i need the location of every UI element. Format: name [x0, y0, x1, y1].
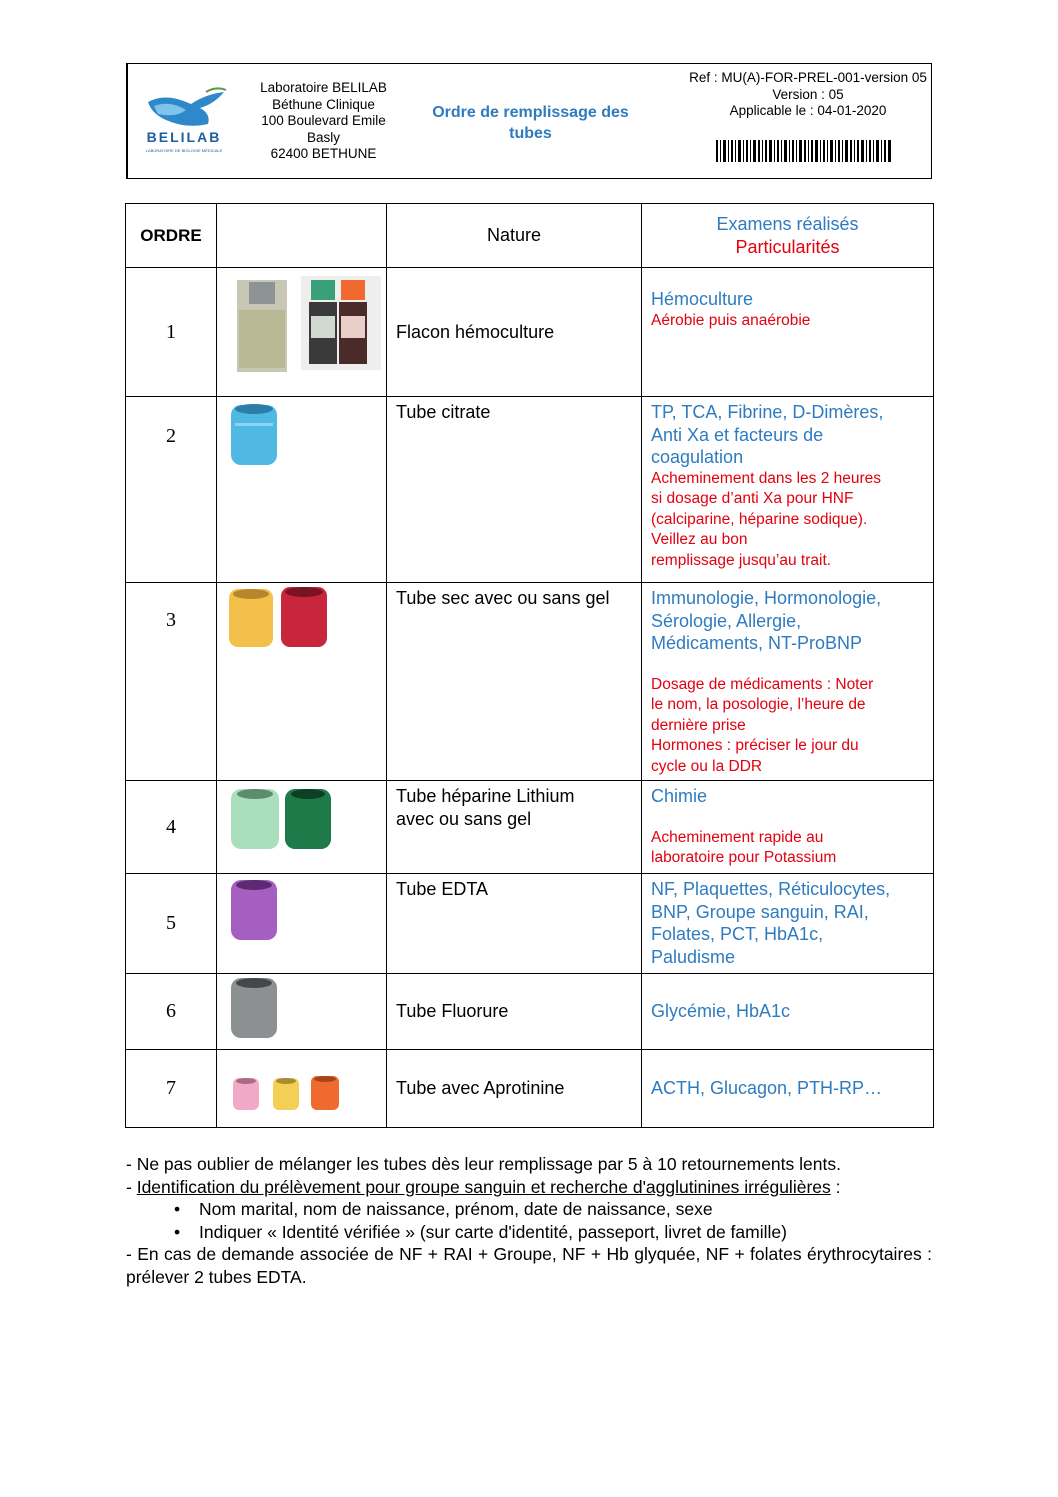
table-row — [126, 874, 934, 974]
table-row — [126, 1050, 934, 1128]
exam-cell — [642, 583, 934, 781]
nature-text: Tube héparine Lithium — [396, 786, 575, 806]
particularite-text: laboratoire pour Potassium — [651, 849, 837, 866]
note-mix: - Ne pas oublier de mélanger les tubes dès leur remplissage par 5 à 10 retournements lents. — [126, 1154, 841, 1174]
tube-image-cell — [217, 1050, 387, 1128]
dry-tube-caps-icon — [217, 583, 387, 781]
bullet-icon: • — [174, 1221, 181, 1242]
edta-tube-cap-icon — [217, 874, 387, 974]
bullet-item — [126, 1198, 932, 1221]
nature-cell: Tube sec avec ou sans gel — [387, 583, 642, 781]
particularite-text: Acheminement rapide au — [651, 828, 824, 846]
applicable-date: Applicable le : 04-01-2020 — [729, 103, 887, 118]
barcode-icon — [716, 140, 891, 162]
table-row — [126, 583, 934, 781]
nature-text: avec ou sans gel — [396, 809, 532, 829]
blood-culture-bottles-icon — [217, 268, 387, 397]
lab-city: 62400 BETHUNE — [270, 146, 377, 161]
version-label: Version : 05 — [772, 86, 844, 102]
row-number: 4 — [126, 781, 217, 874]
tube-image-cell — [217, 397, 387, 583]
table-row — [126, 268, 934, 397]
header-examens — [642, 204, 934, 268]
exam-text: Chimie — [651, 786, 708, 806]
header-image — [217, 204, 387, 268]
nature-cell: Tube citrate — [387, 397, 642, 583]
particularite-text: Aérobie puis anaérobie — [651, 311, 811, 329]
exam-text: Anti Xa et facteurs de — [651, 424, 824, 445]
particularite-text: si dosage d’anti Xa pour HNF — [651, 490, 854, 507]
spacer — [651, 808, 927, 828]
particularite-text: Veillez au bon — [651, 531, 748, 548]
exam-text: Hémoculture — [651, 289, 754, 309]
nature-cell: Flacon hémoculture — [387, 268, 642, 397]
lab-address — [236, 80, 411, 163]
row-number: 1 — [126, 268, 217, 397]
lab-site: Béthune Clinique — [272, 96, 375, 112]
particularite-text: Dosage de médicaments : Noter — [651, 675, 874, 693]
bullet-icon: • — [174, 1199, 181, 1219]
particularite-text: Acheminement dans les 2 heures — [651, 469, 882, 487]
nature-cell: Tube Fluorure — [387, 974, 642, 1050]
nature-cell — [387, 781, 642, 874]
lab-street-2: Basly — [306, 129, 340, 145]
row-number: 3 — [126, 583, 217, 781]
exam-cell — [642, 268, 934, 397]
row-number: 5 — [126, 874, 217, 974]
table-row — [126, 974, 934, 1050]
aprotinin-tube-caps-icon — [217, 1050, 387, 1128]
svg-text:LABORATOIRE DE BIOLOGIE MÉDICA: LABORATOIRE DE BIOLOGIE MÉDICALE — [145, 148, 223, 153]
svg-text:BELILAB: BELILAB — [146, 129, 222, 145]
reference-code: Ref : MU(A)-FOR-PREL-001-version 05 — [689, 70, 927, 85]
table-header-row — [126, 204, 934, 268]
row-number: 6 — [126, 974, 217, 1050]
notes-section — [126, 1153, 932, 1288]
exam-cell — [642, 1050, 934, 1128]
bullet-item — [126, 1221, 932, 1244]
exam-cell — [642, 974, 934, 1050]
tube-image-cell — [217, 874, 387, 974]
exam-cell — [642, 874, 934, 974]
title-line-1: Ordre de remplissage des — [432, 104, 629, 121]
exam-text: Glycémie, HbA1c — [651, 1001, 791, 1022]
exam-text: Immunologie, Hormonologie, — [651, 588, 882, 608]
particularite-text: Hormones : préciser le jour du — [651, 737, 859, 754]
citrate-tube-cap-icon — [217, 397, 387, 583]
tube-image-cell — [217, 583, 387, 781]
fluoride-tube-cap-icon — [217, 974, 387, 1050]
nature-cell: Tube EDTA — [387, 874, 642, 974]
header-examens-label: Examens réalisés — [716, 213, 859, 234]
header-particularites-label: Particularités — [735, 236, 840, 257]
note-prefix: - — [126, 1176, 137, 1197]
particularite-text: dernière prise — [651, 716, 746, 734]
tube-image-cell — [217, 781, 387, 874]
exam-text: Médicaments, NT-ProBNP — [651, 633, 863, 653]
lab-street: 100 Boulevard Emile — [261, 113, 386, 128]
exam-text: Paludisme — [651, 946, 736, 967]
exam-text: Folates, PCT, HbA1c, — [651, 924, 824, 944]
table-row — [126, 397, 934, 583]
note-identification-heading: Identification du prélèvement pour groupe sanguin et recherche d'agglutinines irrégulières — [136, 1176, 831, 1197]
exam-cell — [642, 781, 934, 874]
tube-order-table — [125, 203, 934, 1128]
note-edta: - En cas de demande associée de NF + RAI + Groupe, NF + Hb glyquée, NF + folates érythrocytaires : prélever 2 tubes EDTA. — [126, 1244, 932, 1287]
header-ordre: ORDRE — [126, 204, 217, 268]
row-number: 7 — [126, 1050, 217, 1128]
document-reference — [648, 70, 928, 120]
exam-text: BNP, Groupe sanguin, RAI, — [651, 901, 869, 922]
lab-name: Laboratoire BELILAB — [260, 80, 387, 95]
exam-text: Sérologie, Allergie, — [651, 610, 802, 631]
particularite-text: (calciparine, héparine sodique). — [651, 510, 868, 528]
table-row — [126, 781, 934, 874]
document-title — [413, 102, 648, 144]
tube-image-cell — [217, 268, 387, 397]
exam-text: ACTH, Glucagon, PTH-RP… — [651, 1078, 883, 1099]
header-nature: Nature — [387, 204, 642, 268]
bullet-text: Indiquer « Identité vérifiée » (sur carte d'identité, passeport, livret de famille) — [199, 1221, 787, 1242]
document-header — [126, 63, 932, 179]
particularite-text: le nom, la posologie, l’heure de — [651, 696, 866, 713]
exam-text: NF, Plaquettes, Réticulocytes, — [651, 879, 891, 899]
row-number: 2 — [126, 397, 217, 583]
exam-cell — [642, 397, 934, 583]
heparin-tube-caps-icon — [217, 781, 387, 874]
tube-image-cell — [217, 974, 387, 1050]
title-line-2: tubes — [509, 125, 552, 142]
belilab-logo — [136, 84, 232, 156]
exam-text: TP, TCA, Fibrine, D-Dimères, — [651, 402, 884, 422]
bullet-text: Nom marital, nom de naissance, prénom, date de naissance, sexe — [199, 1199, 713, 1219]
note-suffix: : — [830, 1176, 841, 1197]
particularite-text: remplissage jusqu’au trait. — [651, 551, 832, 569]
particularite-text: cycle ou la DDR — [651, 757, 763, 775]
nature-cell: Tube avec Aprotinine — [387, 1050, 642, 1128]
note-identification — [126, 1176, 932, 1199]
exam-text: coagulation — [651, 447, 744, 467]
spacer — [651, 655, 927, 675]
